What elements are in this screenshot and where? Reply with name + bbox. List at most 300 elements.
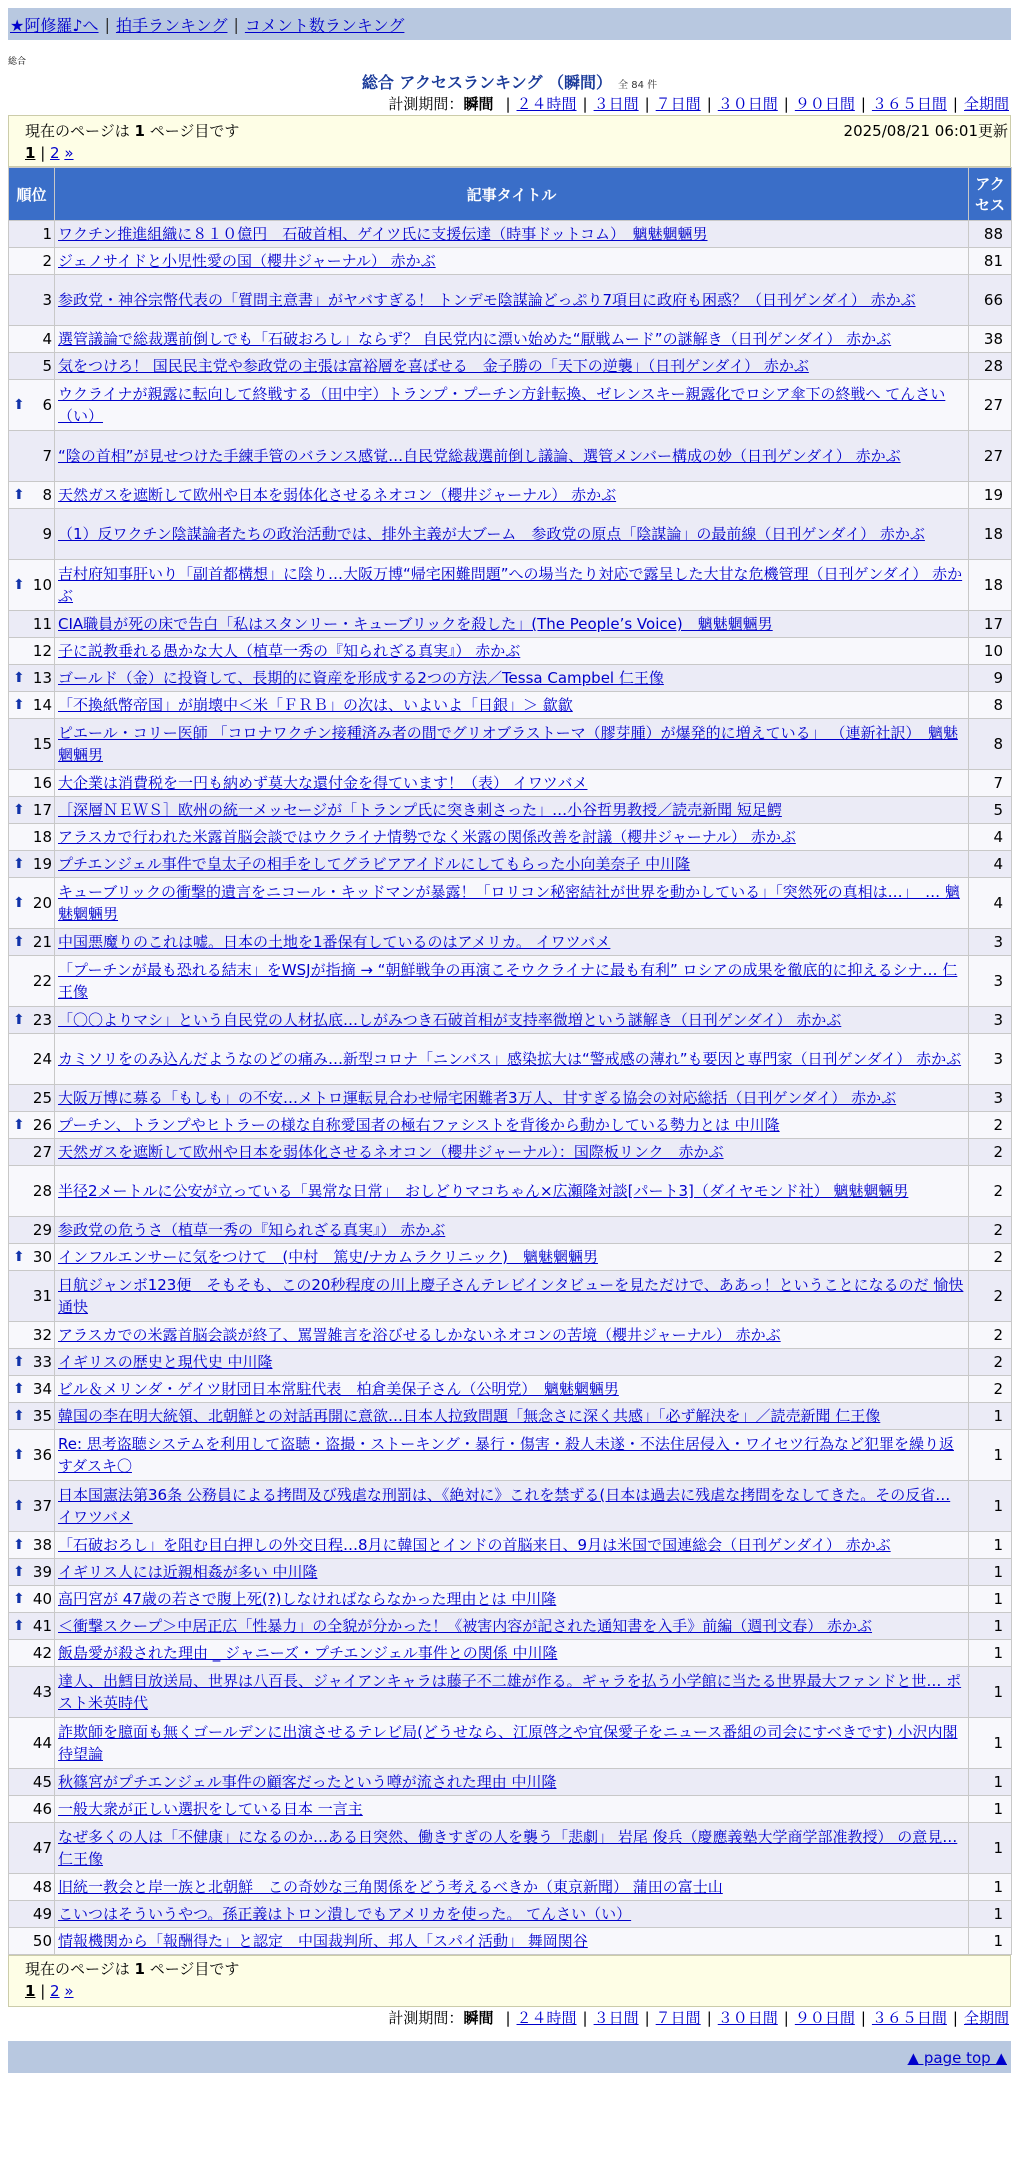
access-count: 1 — [969, 1796, 1012, 1823]
table-row — [9, 431, 1012, 482]
rank-up-icon: ⬆ — [13, 1564, 25, 1580]
article-link[interactable]: Re: 思考盗聴システムを利用して盗聴・盗撮・ストーキング・暴行・傷害・殺人未遂・不法住居侵入・ワイセツ行為など犯罪を繰り返すダスキ〇 — [58, 1435, 954, 1475]
page-status: 現在のページは 1 ページ目です — [25, 122, 240, 140]
table-row — [9, 1271, 1012, 1322]
access-count: 10 — [969, 638, 1012, 665]
article-link[interactable]: ウクライナが親露に転向して終戦する（田中宇）トランプ・プーチン方針転換、ゼレンスキー親露化でロシア傘下の終戦へ てんさい（い） — [58, 385, 946, 425]
ranking-title: 総合 アクセスランキング （瞬間） — [361, 73, 613, 92]
period-current: 瞬間 — [463, 2009, 494, 2027]
table-row — [9, 1559, 1012, 1586]
article-link[interactable]: “陰の首相”が見せつけた手練手管のバランス感覚…自民党総裁選前倒し議論、選管メンバー構成の妙（日刊ゲンダイ） 赤かぶ — [58, 447, 901, 465]
table-row — [9, 1874, 1012, 1901]
rank-cell — [9, 1403, 55, 1430]
table-row — [9, 1640, 1012, 1667]
rank-number: 19 — [32, 855, 52, 873]
footer-bar — [8, 2041, 1011, 2073]
access-count: 1 — [969, 1586, 1012, 1613]
rank-up-icon: ⬆ — [13, 895, 25, 911]
rank-cell — [9, 560, 55, 611]
title-cell — [55, 638, 969, 665]
title-cell — [55, 1322, 969, 1349]
access-count: 17 — [969, 611, 1012, 638]
table-row — [9, 665, 1012, 692]
rank-cell — [9, 1085, 55, 1112]
title-cell — [55, 1796, 969, 1823]
table-row — [9, 1376, 1012, 1403]
period-separator: | — [860, 95, 866, 113]
period-link[interactable]: ３６５日間 — [871, 2009, 947, 2027]
home-link[interactable]: ★阿修羅♪へ — [10, 15, 99, 35]
title-cell — [55, 431, 969, 482]
rank-number: 42 — [32, 1644, 52, 1662]
table-row — [9, 1403, 1012, 1430]
table-row — [9, 878, 1012, 929]
title-cell — [55, 275, 969, 326]
period-separator: | — [783, 2009, 789, 2027]
period-link[interactable]: ７日間 — [655, 2009, 701, 2027]
table-row — [9, 956, 1012, 1007]
table-row — [9, 1928, 1012, 1955]
access-count: 1 — [969, 1667, 1012, 1718]
access-count: 1 — [969, 1640, 1012, 1667]
article-link[interactable]: 選管議論で総裁選前倒しでも「石破おろし」ならず？ 自民党内に漂い始めた“厭戦ムード”の謎解き（日刊ゲンダイ） 赤かぶ — [58, 330, 892, 348]
rank-number: 8 — [42, 486, 52, 504]
rank-number: 6 — [42, 396, 52, 414]
period-link[interactable]: ３０日間 — [717, 2009, 778, 2027]
access-count: 9 — [969, 665, 1012, 692]
title-cell — [55, 1586, 969, 1613]
page-info-top — [8, 115, 1011, 167]
title-cell — [55, 1085, 969, 1112]
rank-cell — [9, 1271, 55, 1322]
article-link[interactable]: 旧統一教会と岸一族と北朝鮮 この奇妙な三角関係をどう考えるべきか（東京新聞） 蒲田の富士山 — [58, 1878, 723, 1896]
rank-number: 22 — [32, 972, 52, 990]
rank-number: 21 — [32, 933, 52, 951]
access-count: 38 — [969, 326, 1012, 353]
article-link[interactable]: 大阪万博に募る「もしも」の不安…メトロ運転見合わせ帰宅困難者3万人、甘すぎる協会の対応総括（日刊ゲンダイ） 赤かぶ — [58, 1089, 897, 1107]
article-link[interactable]: 達人、出鱈目放送局、世界は八百長、ジャイアンキャラは藤子不二雄が作る。ギャラを払う小学館に当たる世界最大ファンドと世… ポスト米英時代 — [58, 1672, 962, 1712]
rank-cell — [9, 638, 55, 665]
title-cell — [55, 1007, 969, 1034]
title-cell — [55, 770, 969, 797]
access-count: 1 — [969, 1613, 1012, 1640]
article-link[interactable]: ジェノサイドと小児性愛の国（櫻井ジャーナル） 赤かぶ — [58, 252, 436, 270]
comment-ranking-link[interactable]: コメント数ランキング — [244, 15, 405, 35]
access-count: 2 — [969, 1166, 1012, 1217]
rank-number: 46 — [32, 1800, 52, 1818]
rank-number: 37 — [32, 1497, 52, 1515]
rank-cell — [9, 797, 55, 824]
rank-cell — [9, 326, 55, 353]
article-link[interactable]: 天然ガスを遮断して欧州や日本を弱体化させるネオコン（櫻井ジャーナル） 赤かぶ — [58, 486, 617, 504]
article-link[interactable]: なぜ多くの人は「不健康」になるのか…ある日突然、働きすぎの人を襲う「悲劇」 岩尾 俊兵（慶應義塾大学商学部准教授） の意見… 仁王像 — [58, 1828, 958, 1868]
period-link[interactable]: ９０日間 — [794, 2009, 855, 2027]
rank-up-icon: ⬆ — [13, 1498, 25, 1514]
rank-cell — [9, 275, 55, 326]
article-link[interactable]: （1）反ワクチン陰謀論者たちの政治活動では、排外主義が大ブーム 参政党の原点「陰謀論」の最前線（日刊ゲンダイ） 赤かぶ — [58, 525, 925, 543]
title-cell — [55, 1823, 969, 1874]
rank-number: 15 — [32, 735, 52, 753]
period-separator: | — [952, 95, 958, 113]
table-row — [9, 611, 1012, 638]
article-link[interactable]: 詐欺師を臆面も無くゴールデンに出演させるテレビ局(どうせなら、江原啓之や宜保愛子をニュース番組の司会にすべきです) 小沢内閣待望論 — [58, 1723, 958, 1763]
rank-cell — [9, 611, 55, 638]
period-label: 計測期間： — [388, 2009, 464, 2027]
rank-cell — [9, 665, 55, 692]
article-link[interactable]: イギリス人には近親相姦が多い 中川隆 — [58, 1563, 318, 1581]
article-link[interactable]: ピエール・コリー医師 「コロナワクチン接種済み者の間でグリオブラストーマ（膠芽腫）が爆発的に増えている」 （連新社訳） 魑魅魍魎男 — [58, 724, 958, 764]
period-link[interactable]: ３日間 — [593, 2009, 639, 2027]
article-link[interactable]: ワクチン推進組織に８１０億円 石破首相、ゲイツ氏に支援伝達（時事ドットコム） 魑魅魍魎男 — [58, 225, 708, 243]
title-cell — [55, 797, 969, 824]
rank-up-icon: ⬆ — [13, 1012, 25, 1028]
rank-number: 48 — [32, 1878, 52, 1896]
rank-cell — [9, 770, 55, 797]
rank-number: 35 — [32, 1407, 52, 1425]
ranking-table — [8, 167, 1012, 1955]
period-selector-top — [8, 93, 1011, 115]
access-count: 1 — [969, 1874, 1012, 1901]
page-info-bottom — [8, 1955, 1011, 2007]
article-link[interactable]: 天然ガスを遮断して欧州や日本を弱体化させるネオコン（櫻井ジャーナル）：国際板リンク 赤かぶ — [58, 1143, 724, 1161]
table-row — [9, 929, 1012, 956]
page-2-link[interactable]: 2 — [50, 1982, 60, 2000]
rank-cell — [9, 956, 55, 1007]
rank-number: 20 — [32, 894, 52, 912]
table-row — [9, 248, 1012, 275]
period-separator: | — [644, 2009, 650, 2027]
rank-cell — [9, 482, 55, 509]
rank-cell — [9, 1874, 55, 1901]
rank-number: 38 — [32, 1536, 52, 1554]
table-row — [9, 326, 1012, 353]
access-count: 2 — [969, 1217, 1012, 1244]
title-cell — [55, 719, 969, 770]
period-link[interactable]: ３０日間 — [717, 95, 778, 113]
period-separator: | — [505, 95, 511, 113]
rank-up-icon: ⬆ — [13, 1618, 25, 1634]
rank-cell — [9, 1139, 55, 1166]
article-link[interactable]: アラスカで行われた米露首脳会談ではウクライナ情勢でなく米露の関係改善を討議（櫻井ジャーナル） 赤かぶ — [58, 828, 796, 846]
period-link[interactable]: 全期間 — [963, 2009, 1009, 2027]
page-1-link[interactable]: 1 — [25, 1982, 36, 2000]
table-row — [9, 1823, 1012, 1874]
article-link[interactable]: 飯島愛が殺された理由 _ ジャニーズ・プチエンジェル事件との関係 中川隆 — [58, 1644, 558, 1662]
rank-cell — [9, 692, 55, 719]
access-count: 18 — [969, 560, 1012, 611]
rank-number: 28 — [32, 1182, 52, 1200]
article-link[interactable]: 気をつけろ！ 国民民主党や参政党の主張は富裕層を喜ばせる 金子勝の「天下の逆襲」（日刊ゲンダイ） 赤かぶ — [58, 357, 809, 375]
period-separator: | — [582, 2009, 588, 2027]
access-count: 4 — [969, 851, 1012, 878]
title-cell — [55, 1640, 969, 1667]
table-row — [9, 380, 1012, 431]
access-count: 5 — [969, 797, 1012, 824]
access-count: 1 — [969, 1769, 1012, 1796]
rank-cell — [9, 1532, 55, 1559]
title-cell — [55, 956, 969, 1007]
title-cell — [55, 929, 969, 956]
table-row — [9, 1322, 1012, 1349]
period-current: 瞬間 — [463, 95, 494, 113]
table-row — [9, 1244, 1012, 1271]
rank-number: 17 — [32, 801, 52, 819]
article-link[interactable]: 「プーチンが最も恐れる結末」をWSJが指摘 → “朝鮮戦争の再演こそウクライナに最も有利” ロシアの成果を徹底的に抑えるシナ… 仁王像 — [58, 961, 958, 1001]
rank-number: 13 — [32, 669, 52, 687]
access-count: 1 — [969, 1481, 1012, 1532]
rank-up-icon: ⬆ — [13, 670, 25, 686]
article-link[interactable]: 子に説教垂れる愚かな大人（植草一秀の『知られざる真実』） 赤かぶ — [58, 642, 521, 660]
access-count: 2 — [969, 1112, 1012, 1139]
article-link[interactable]: 半径2メートルに公安が立っている「異常な日常」 おしどりマコちゃん×広瀬隆対談[パート3]（ダイヤモンド社） 魑魅魍魎男 — [58, 1182, 909, 1200]
article-link[interactable]: CIA職員が死の床で告白「私はスタンリー・キューブリックを殺した」(The People’s Voice) 魑魅魍魎男 — [58, 615, 773, 633]
article-link[interactable]: キューブリックの衝撃的遺言をニコール・キッドマンが暴露！「ロリコン秘密結社が世界を動かしている」「突然死の真相は…」 … 魑魅魍魎男 — [58, 883, 960, 923]
table-row — [9, 851, 1012, 878]
period-link[interactable]: ３日間 — [593, 95, 639, 113]
access-count: 2 — [969, 1271, 1012, 1322]
access-count: 2 — [969, 1349, 1012, 1376]
page-top-link[interactable]: ▲ page top ▲ — [907, 2049, 1007, 2067]
title-cell — [55, 878, 969, 929]
period-link[interactable]: ３６５日間 — [871, 95, 947, 113]
title-cell — [55, 380, 969, 431]
table-row — [9, 1796, 1012, 1823]
period-link[interactable]: ７日間 — [655, 95, 701, 113]
article-link[interactable]: 「石破おろし」を阻む目白押しの外交日程…8月に韓国とインドの首脳来日、9月は米国で国連総会（日刊ゲンダイ） 赤かぶ — [58, 1536, 891, 1554]
table-row — [9, 1166, 1012, 1217]
article-link[interactable]: プチエンジェル事件で皇太子の相手をしてグラビアアイドルにしてもらった小向美奈子 中川隆 — [58, 855, 691, 873]
title-cell — [55, 1403, 969, 1430]
article-link[interactable]: プーチン、トランプやヒトラーの様な自称愛国者の極右ファシストを背後から動かしている勢力とは 中川隆 — [58, 1116, 780, 1134]
rank-up-icon: ⬆ — [13, 1537, 25, 1553]
article-link[interactable]: 韓国の李在明大統領、北朝鮮との対話再開に意欲…日本人拉致問題「無念さに深く共感」「必ず解決を」／読売新聞 仁王像 — [58, 1407, 881, 1425]
total-count: 全 84 件 — [618, 80, 658, 91]
rank-number: 25 — [32, 1089, 52, 1107]
rank-cell — [9, 1640, 55, 1667]
rank-number: 36 — [32, 1446, 52, 1464]
rank-number: 14 — [32, 696, 52, 714]
access-count: 28 — [969, 353, 1012, 380]
rank-number: 4 — [42, 330, 52, 348]
title-cell — [55, 665, 969, 692]
rank-cell — [9, 221, 55, 248]
table-row — [9, 1586, 1012, 1613]
rank-number: 45 — [32, 1773, 52, 1791]
article-link[interactable]: 高円宮が 47歳の若さで腹上死(?)しなければならなかった理由とは 中川隆 — [58, 1590, 557, 1608]
title-cell — [55, 1532, 969, 1559]
article-link[interactable]: 参政党の危うさ（植草一秀の『知られざる真実』） 赤かぶ — [58, 1221, 446, 1239]
access-count: 19 — [969, 482, 1012, 509]
rank-up-icon: ⬆ — [13, 1117, 25, 1133]
article-link[interactable]: 秋篠宮がプチエンジェル事件の顧客だったという噂が流された理由 中川隆 — [58, 1773, 557, 1791]
article-link[interactable]: ビル＆メリンダ・ゲイツ財団日本常駐代表 柏倉美保子さん（公明党） 魑魅魍魎男 — [58, 1380, 619, 1398]
rank-number: 32 — [32, 1326, 52, 1344]
access-count: 66 — [969, 275, 1012, 326]
rank-up-icon: ⬆ — [13, 1381, 25, 1397]
rank-cell — [9, 878, 55, 929]
rank-cell — [9, 1034, 55, 1085]
article-link[interactable]: ゴールド（金）に投資して、長期的に資産を形成する2つの方法／Tessa Campbel 仁王像 — [58, 669, 664, 687]
page-2-link[interactable]: 2 — [50, 144, 60, 162]
access-count: 3 — [969, 1034, 1012, 1085]
pagination-top: 1 | 2 » — [25, 144, 74, 162]
nav-separator: | — [104, 14, 110, 34]
article-link[interactable]: カミソリをのみ込んだようなのどの痛み…新型コロナ「ニンバス」感染拡大は“警戒感の薄れ”も要因と専門家（日刊ゲンダイ） 赤かぶ — [58, 1050, 962, 1068]
rank-number: 47 — [32, 1839, 52, 1857]
article-link[interactable]: ［深層ＮＥＷＳ］欧州の統一メッセージが「トランプ氏に突き刺さった」…小谷哲男教授／読売新聞 短足鰐 — [58, 801, 782, 819]
article-link[interactable]: 「不換紙幣帝国」が崩壊中＜米「ＦＲＢ」の次は、いよいよ「日銀」＞ 歙歙 — [58, 696, 573, 714]
rank-cell — [9, 1823, 55, 1874]
title-cell — [55, 1613, 969, 1640]
access-count: 2 — [969, 1244, 1012, 1271]
access-count: 1 — [969, 1532, 1012, 1559]
access-count: 8 — [969, 692, 1012, 719]
title-cell — [55, 509, 969, 560]
clap-ranking-link[interactable]: 拍手ランキング — [115, 15, 228, 35]
page-status: 現在のページは 1 ページ目です — [25, 1960, 240, 1978]
period-separator: | — [952, 2009, 958, 2027]
access-count: 1 — [969, 1928, 1012, 1955]
title-cell — [55, 1928, 969, 1955]
rank-number: 10 — [32, 576, 52, 594]
rank-number: 29 — [32, 1221, 52, 1239]
next-page-link[interactable]: » — [64, 1982, 74, 2000]
period-separator: | — [706, 2009, 712, 2027]
access-count: 88 — [969, 221, 1012, 248]
rank-cell — [9, 353, 55, 380]
rank-number: 50 — [32, 1932, 52, 1950]
title-cell — [55, 560, 969, 611]
rank-number: 43 — [32, 1683, 52, 1701]
access-count: 4 — [969, 824, 1012, 851]
article-link[interactable]: イギリスの歴史と現代史 中川隆 — [58, 1353, 273, 1371]
title-cell — [55, 1481, 969, 1532]
rank-up-icon: ⬆ — [13, 397, 25, 413]
table-row — [9, 560, 1012, 611]
article-link[interactable]: 参政党・神谷宗幣代表の「質問主意書」がヤバすぎる！ トンデモ陰謀論どっぷり7項目に政府も困惑？（日刊ゲンダイ） 赤かぶ — [58, 291, 916, 309]
table-row — [9, 1034, 1012, 1085]
article-link[interactable]: 大企業は消費税を一円も納めず莫大な還付金を得ています！（表） イワツバメ — [58, 774, 588, 792]
access-count: 1 — [969, 1403, 1012, 1430]
article-link[interactable]: 日本国憲法第36条 公務員による拷問及び残虐な刑罰は、《絶対に》これを禁ずる(日本は過去に残虐な拷問をなしてきた。その反省… イワツバメ — [58, 1486, 951, 1526]
rank-number: 27 — [32, 1143, 52, 1161]
period-link[interactable]: ９０日間 — [794, 95, 855, 113]
article-link[interactable]: 「〇〇よりマシ」という自民党の人材払底…しがみつき石破首相が支持率微増という謎解き（日刊ゲンダイ） 赤かぶ — [58, 1011, 842, 1029]
table-row — [9, 1430, 1012, 1481]
category-label: 総合 — [8, 57, 27, 67]
article-link[interactable]: 日航ジャンボ123便 そもそも、この20秒程度の川上慶子さんテレビインタビューを見ただけで、ああっ！ということになるのだ 愉快通快 — [58, 1276, 964, 1316]
rank-number: 34 — [32, 1380, 52, 1398]
table-row — [9, 1481, 1012, 1532]
rank-number: 44 — [32, 1734, 52, 1752]
table-row — [9, 1112, 1012, 1139]
access-count: 4 — [969, 878, 1012, 929]
article-link[interactable]: こいつはそういうやつ。孫正義はトロン潰しでもアメリカを使った。 てんさい（い） — [58, 1905, 632, 1923]
access-count: 27 — [969, 380, 1012, 431]
rank-up-icon: ⬆ — [13, 1354, 25, 1370]
rank-cell — [9, 1244, 55, 1271]
title-cell — [55, 326, 969, 353]
table-row — [9, 1139, 1012, 1166]
access-count: 2 — [969, 1322, 1012, 1349]
rank-cell — [9, 851, 55, 878]
title-cell — [55, 1769, 969, 1796]
rank-number: 30 — [32, 1248, 52, 1266]
article-link[interactable]: 一般大衆が正しい選択をしている日本 一言主 — [58, 1800, 363, 1818]
title-cell — [55, 1244, 969, 1271]
table-row — [9, 1667, 1012, 1718]
table-row — [9, 824, 1012, 851]
title-cell — [55, 1874, 969, 1901]
table-row — [9, 1769, 1012, 1796]
access-count: 1 — [969, 1901, 1012, 1928]
period-separator: | — [644, 95, 650, 113]
rank-number: 11 — [32, 615, 52, 633]
rank-number: 26 — [32, 1116, 52, 1134]
rank-cell — [9, 509, 55, 560]
rank-number: 41 — [32, 1617, 52, 1635]
title-cell — [55, 1034, 969, 1085]
table-row — [9, 1613, 1012, 1640]
rank-cell — [9, 719, 55, 770]
title-cell — [55, 611, 969, 638]
article-link[interactable]: 中国悪魔りのこれは嘘。日本の土地を1番保有しているのはアメリカ。 イワツバメ — [58, 933, 611, 951]
article-link[interactable]: アラスカでの米露首脳会談が終了、罵詈雑言を浴びせるしかないネオコンの苦境（櫻井ジャーナル） 赤かぶ — [58, 1326, 781, 1344]
rank-cell — [9, 1112, 55, 1139]
access-count: 27 — [969, 431, 1012, 482]
article-link[interactable]: 吉村府知事肝いり「副首都構想」に陰り…大阪万博“帰宅困難問題”への場当たり対応で露呈した大甘な危機管理（日刊ゲンダイ） 赤かぶ — [58, 565, 963, 605]
article-link[interactable]: インフルエンサーに気をつけて (中村 篤史/ナカムラクリニック) 魑魅魍魎男 — [58, 1248, 598, 1266]
next-page-link[interactable]: » — [64, 144, 74, 162]
title-cell — [55, 1559, 969, 1586]
rank-up-icon: ⬆ — [13, 487, 25, 503]
rank-cell — [9, 1376, 55, 1403]
nav-separator: | — [233, 14, 239, 34]
access-count: 2 — [969, 1376, 1012, 1403]
header-access: アクセス — [969, 168, 1012, 221]
period-link[interactable]: ２４時間 — [516, 95, 577, 113]
rank-cell — [9, 1430, 55, 1481]
rank-cell — [9, 1322, 55, 1349]
rank-up-icon: ⬆ — [13, 1447, 25, 1463]
rank-cell — [9, 380, 55, 431]
access-count: 2 — [969, 1139, 1012, 1166]
article-link[interactable]: ＜衝撃スクープ＞中居正広「性暴力」の全貌が分かった！《被害内容が記された通知書を入手》前編（週刊文春） 赤かぶ — [58, 1617, 873, 1635]
rank-number: 24 — [32, 1050, 52, 1068]
article-link[interactable]: 情報機関から「報酬得た」と認定 中国裁判所、邦人「スパイ活動」 舞岡関谷 — [58, 1932, 588, 1950]
title-cell — [55, 1271, 969, 1322]
period-separator: | — [860, 2009, 866, 2027]
top-nav-bar — [8, 8, 1011, 40]
period-selector-bottom — [8, 2007, 1011, 2029]
rank-number: 31 — [32, 1287, 52, 1305]
access-count: 7 — [969, 770, 1012, 797]
rank-number: 18 — [32, 828, 52, 846]
title-cell — [55, 851, 969, 878]
access-count: 3 — [969, 929, 1012, 956]
access-count: 3 — [969, 1007, 1012, 1034]
rank-up-icon: ⬆ — [13, 934, 25, 950]
period-link[interactable]: ２４時間 — [516, 2009, 577, 2027]
access-count: 81 — [969, 248, 1012, 275]
period-link[interactable]: 全期間 — [963, 95, 1009, 113]
rank-cell — [9, 1586, 55, 1613]
rank-cell — [9, 1349, 55, 1376]
rank-up-icon: ⬆ — [13, 577, 25, 593]
rank-number: 12 — [32, 642, 52, 660]
page-1-link[interactable]: 1 — [25, 144, 36, 162]
table-row — [9, 1349, 1012, 1376]
